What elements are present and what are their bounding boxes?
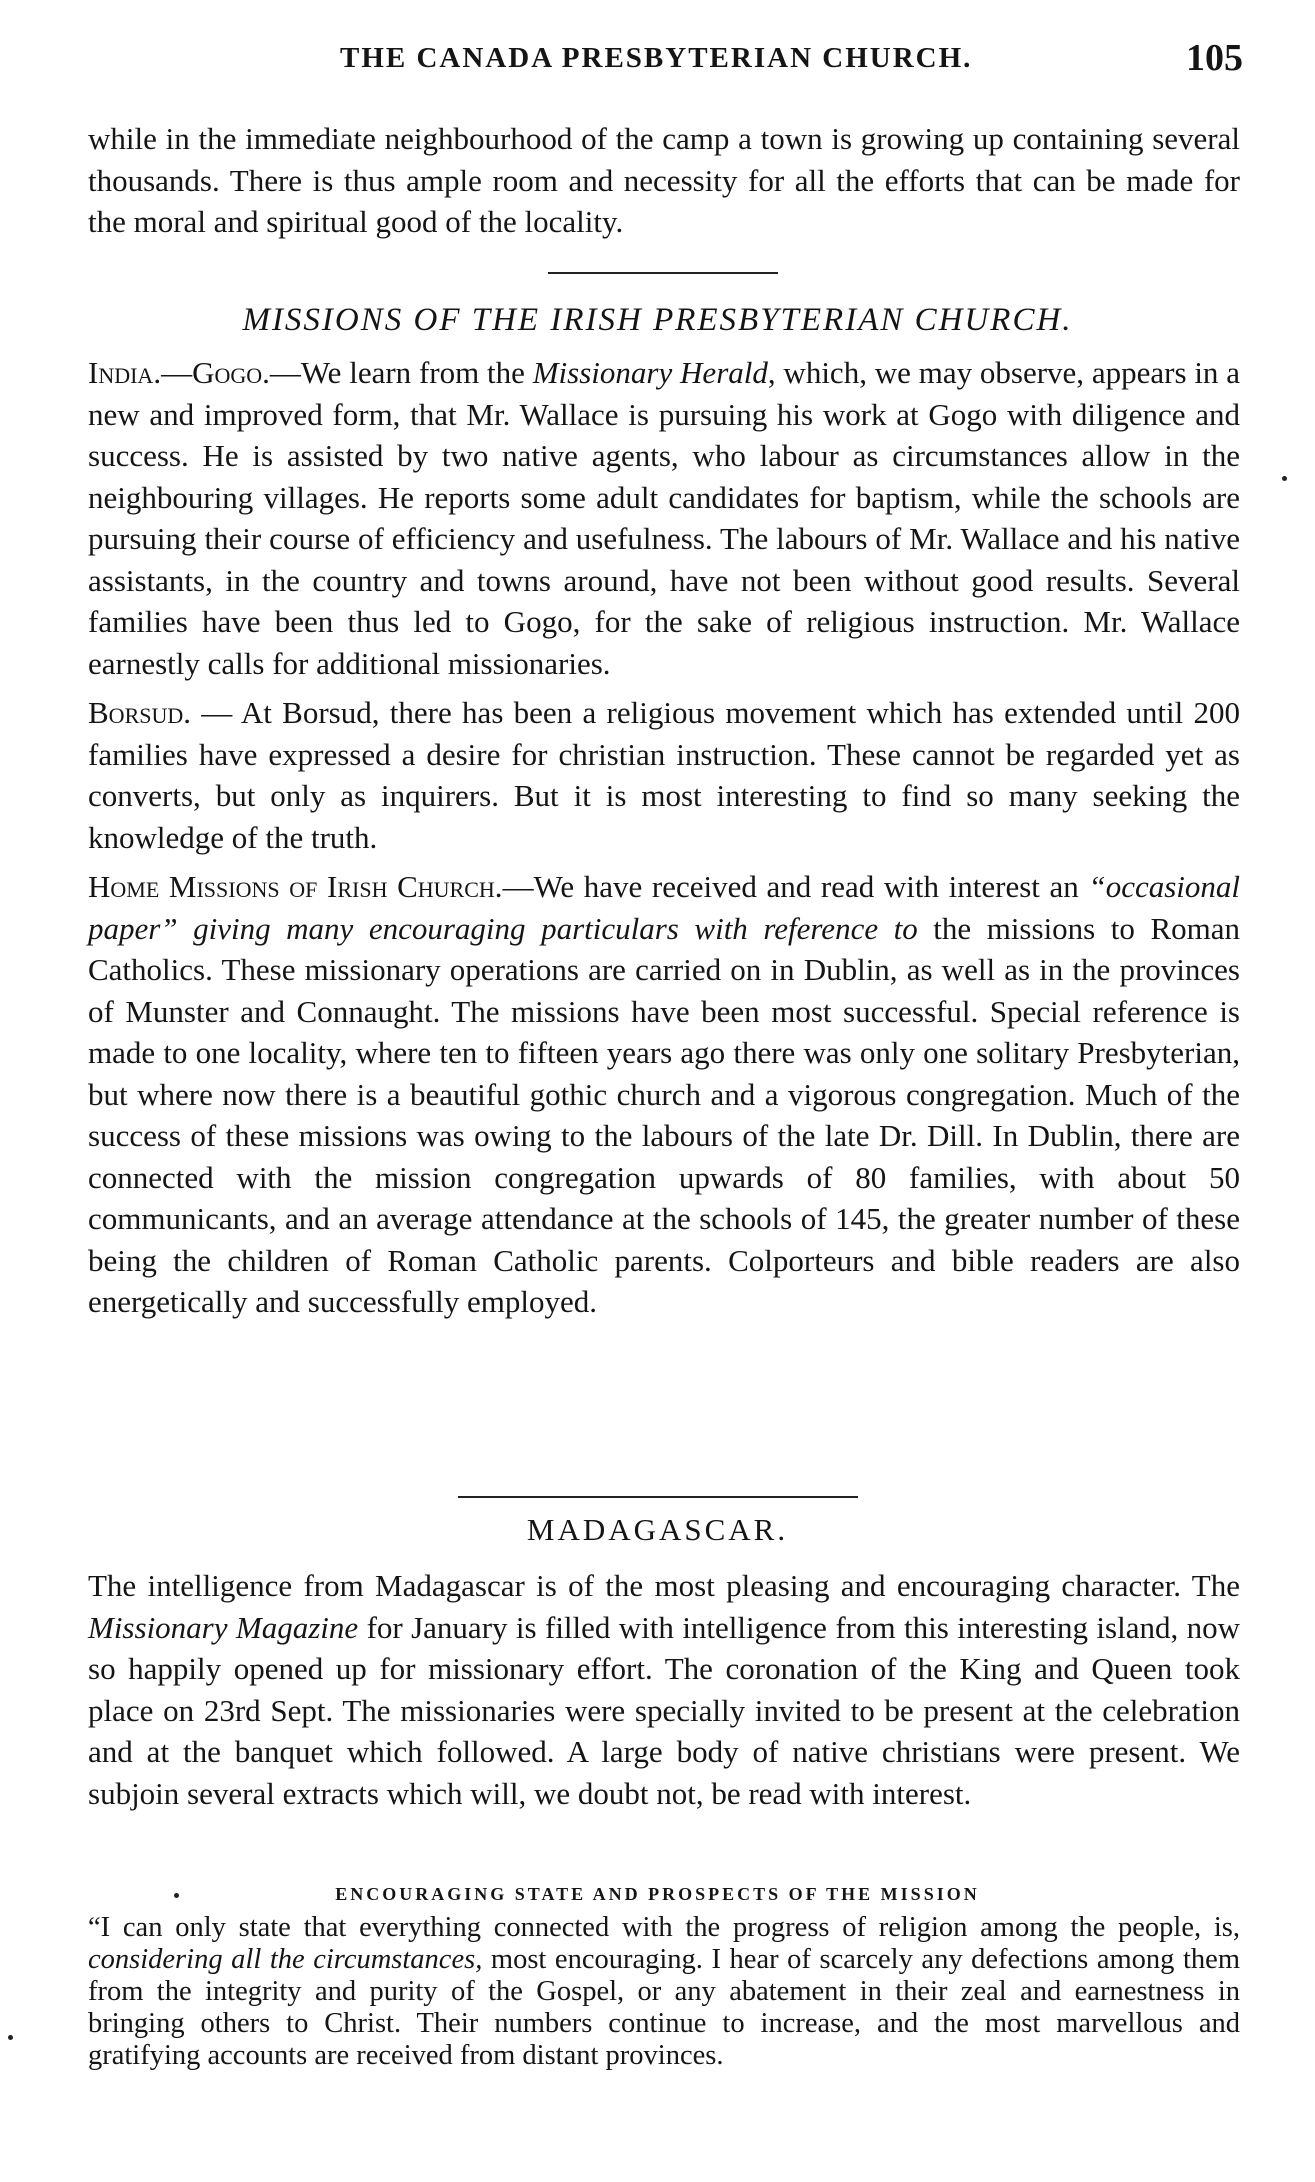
quoted-extract bbox=[88, 1912, 1240, 2072]
irish-missions-body bbox=[88, 352, 1240, 1325]
stray-dot bbox=[8, 2035, 13, 2040]
quote-text-italic: considering all the circumstances, bbox=[88, 1944, 483, 1975]
section-heading-madagascar: MADAGASCAR. bbox=[526, 1512, 789, 1547]
quote-paragraph bbox=[88, 1912, 1240, 2072]
section-divider bbox=[458, 1496, 858, 1498]
madagascar-text-post: for January is filled with intelligence from this interesting island, now so happily opened up for missionary effort. The coronation of the King and Queen took place on 23rd Sept. The missionaries were specially invited to be present at the celebration and at the banquet which followed. A large body of native christians were present. We subjoin several extracts which will, we doubt not, be read with interest. bbox=[88, 1609, 1240, 1811]
madagascar-magazine-title: Missionary Magazine bbox=[88, 1609, 359, 1645]
section-divider bbox=[548, 272, 778, 274]
home-missions-text-pre: —We have received and read with interest an bbox=[502, 869, 1089, 904]
home-missions-paragraph bbox=[88, 866, 1240, 1323]
running-title: THE CANADA PRESBYTERIAN CHURCH. bbox=[340, 42, 973, 74]
madagascar-text-pre: The intelligence from Madagascar is of the most pleasing and encouraging character. The bbox=[88, 1568, 1240, 1603]
borsud-lead: Borsud. bbox=[88, 695, 191, 730]
page-header bbox=[0, 0, 1315, 90]
stray-dot bbox=[1282, 476, 1287, 481]
intro-text: while in the immediate neighbourhood of the camp a town is growing up containing several thousands. There is thus ample room and necessity for all the efforts that can be made for the moral and spiritual good of the locality. bbox=[88, 121, 1240, 239]
page-number: 105 bbox=[1186, 37, 1243, 79]
india-text-post: , which, we may observe, appears in a new and improved form, that Mr. Wallace is pursuing his work at Gogo with diligence and success. He is assisted by two native agents, who labour as circumstances allow in the neighbouring villages. He reports some adult candidates for baptism, while the schools are pursuing their course of efficiency and usefulness. The labours of Mr. Wallace and his native assistants, in the country and towns around, have not been without good results. Several families have been thus led to Gogo, for the sake of religious instruction. Mr. Wallace earnestly calls for additional missionaries. bbox=[88, 355, 1240, 681]
madagascar-paragraph bbox=[88, 1565, 1240, 1814]
india-paragraph bbox=[88, 352, 1240, 684]
home-missions-lead: Home Missions of Irish Church. bbox=[88, 869, 503, 904]
home-missions-text-post: the missions to Roman Catholics. These missionary operations are carried on in Dublin, as well as in the provinces of Munster and Connaught. The missions have been most successful. Special reference is made to one locality, where ten to fifteen years ago there was only one solitary Presbyterian, but where now there is a beautiful gothic church and a vigorous congregation. Much of the success of these missions was owing to the labours of the late Dr. Dill. In Dublin, there are connected with the mission congregation upwards of 80 families, with about 50 communicants, and an average attendance at the schools of 145, the greater number of these being the children of Roman Catholic parents. Colporteurs and bible readers are also energetically and successfully employed. bbox=[88, 910, 1240, 1319]
borsud-text: — At Borsud, there has been a religious movement which has extended until 200 families have expressed a desire for christian instruction. These cannot be regarded yet as converts, but only as inquirers. But it is most interesting to find so many seeking the knowledge of the truth. bbox=[88, 695, 1240, 855]
india-text-pre: We learn from the bbox=[300, 355, 533, 390]
home-missions-quoted: “occasional paper” giving many encouraging particulars with reference to bbox=[88, 869, 1241, 946]
quote-text-pre: “I can only state that everything connected with the progress of religion among the people, is, bbox=[88, 1912, 1240, 1943]
borsud-paragraph bbox=[88, 692, 1240, 858]
section-heading-irish-missions: MISSIONS OF THE IRISH PRESBYTERIAN CHURCH. bbox=[242, 302, 1073, 338]
subheading-encouraging-state: ENCOURAGING STATE AND PROSPECTS OF THE MISSION bbox=[335, 1884, 980, 1904]
india-lead: India.—Gogo.— bbox=[88, 355, 301, 390]
india-magazine-title: Missionary Herald bbox=[532, 355, 768, 390]
intro-paragraph bbox=[88, 118, 1240, 245]
madagascar-body bbox=[88, 1565, 1240, 1816]
quote-text-post: most encouraging. I hear of scarcely any defections among them from the integrity and purity of the Gospel, or any abatement in their zeal and earnestness in bringing others to Christ. Their numbers continue to increase, and the most marvellous and gratifying accounts are received from distant provinces. bbox=[88, 1944, 1240, 2071]
